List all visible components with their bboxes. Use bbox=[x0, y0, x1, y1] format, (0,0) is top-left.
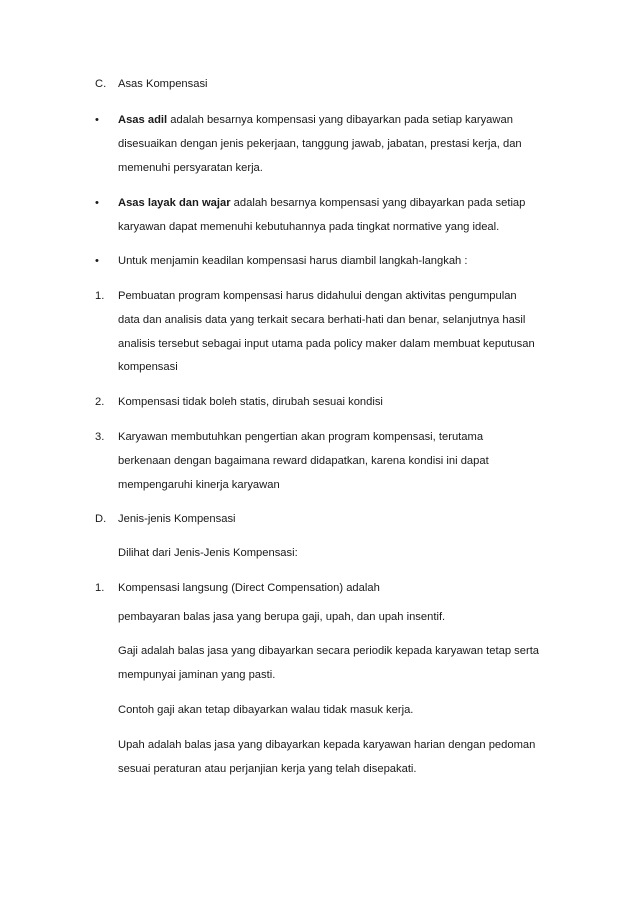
list-text: Kompensasi tidak boleh statis, dirubah sesuai kondisi bbox=[118, 396, 383, 408]
bullet-asas-layak-line2: karyawan dapat memenuhi kebutuhannya pada tingkat normative yang ideal. bbox=[118, 221, 500, 233]
bullet-text bbox=[118, 113, 513, 127]
list-text: Pembuatan program kompensasi harus didahului dengan aktivitas pengumpulan bbox=[118, 290, 517, 302]
paragraph-contoh: Contoh gaji akan tetap dibayarkan walau tidak masuk kerja. bbox=[118, 704, 414, 716]
paragraph-gaji-line2: mempunyai jaminan yang pasti. bbox=[118, 669, 276, 681]
bullet-text: Untuk menjamin keadilan kompensasi harus diambil langkah-langkah : bbox=[118, 255, 468, 267]
paragraph-upah-line1: Upah adalah balas jasa yang dibayarkan kepada karyawan harian dengan pedoman bbox=[118, 739, 536, 751]
list-number: 1. bbox=[95, 582, 105, 594]
bullet-marker: • bbox=[95, 197, 99, 209]
section-d-title: Jenis-jenis Kompensasi bbox=[118, 513, 236, 525]
bullet-marker: • bbox=[95, 255, 99, 267]
bullet-asas-adil-line3: memenuhi persyaratan kerja. bbox=[118, 162, 263, 174]
bullet-marker: • bbox=[95, 114, 99, 126]
list-item-3-line3: mempengaruhi kinerja karyawan bbox=[118, 479, 280, 491]
paragraph-gaji-line1: Gaji adalah balas jasa yang dibayarkan secara periodik kepada karyawan tetap serta bbox=[118, 645, 540, 657]
list-item-1-line4: kompensasi bbox=[118, 361, 178, 373]
list-text: Karyawan membutuhkan pengertian akan program kompensasi, terutama bbox=[118, 431, 484, 443]
paragraph-pembayaran: pembayaran balas jasa yang berupa gaji, upah, dan upah insentif. bbox=[118, 611, 446, 623]
bullet-text-rest: adalah besarnya kompensasi yang dibayarkan pada setiap karyawan bbox=[167, 114, 513, 126]
list-number: 1. bbox=[95, 290, 105, 302]
section-c-marker: C. bbox=[95, 78, 107, 90]
bold-term: Asas adil bbox=[118, 114, 168, 126]
list-item-1-line3: analisis tersebut sebagai input utama pada policy maker dalam membuat keputusan bbox=[118, 338, 535, 350]
bullet-asas-adil-line2: disesuaikan dengan jenis pekerjaan, tanggung jawab, jabatan, prestasi kerja, dan bbox=[118, 138, 522, 150]
list-number: 3. bbox=[95, 431, 105, 443]
paragraph-upah-line2: sesuai peraturan atau perjanjian kerja yang telah disepakati. bbox=[118, 763, 417, 775]
section-d-marker: D. bbox=[95, 513, 107, 525]
section-d-subheading: Dilihat dari Jenis-Jenis Kompensasi: bbox=[118, 547, 298, 559]
list-item-3-line2: berkenaan dengan bagaimana reward didapatkan, karena kondisi ini dapat bbox=[118, 455, 489, 467]
bullet-text bbox=[118, 196, 525, 210]
section-c-title: Asas Kompensasi bbox=[118, 78, 208, 90]
list-item-1-line2: data dan analisis data yang terkait secara berhati-hati dan benar, selanjutnya hasil bbox=[118, 314, 526, 326]
list-number: 2. bbox=[95, 396, 105, 408]
bullet-text-rest: adalah besarnya kompensasi yang dibayarkan pada setiap bbox=[230, 197, 526, 209]
list-text: Kompensasi langsung (Direct Compensation) adalah bbox=[118, 582, 380, 594]
bold-term: Asas layak dan wajar bbox=[118, 197, 231, 209]
